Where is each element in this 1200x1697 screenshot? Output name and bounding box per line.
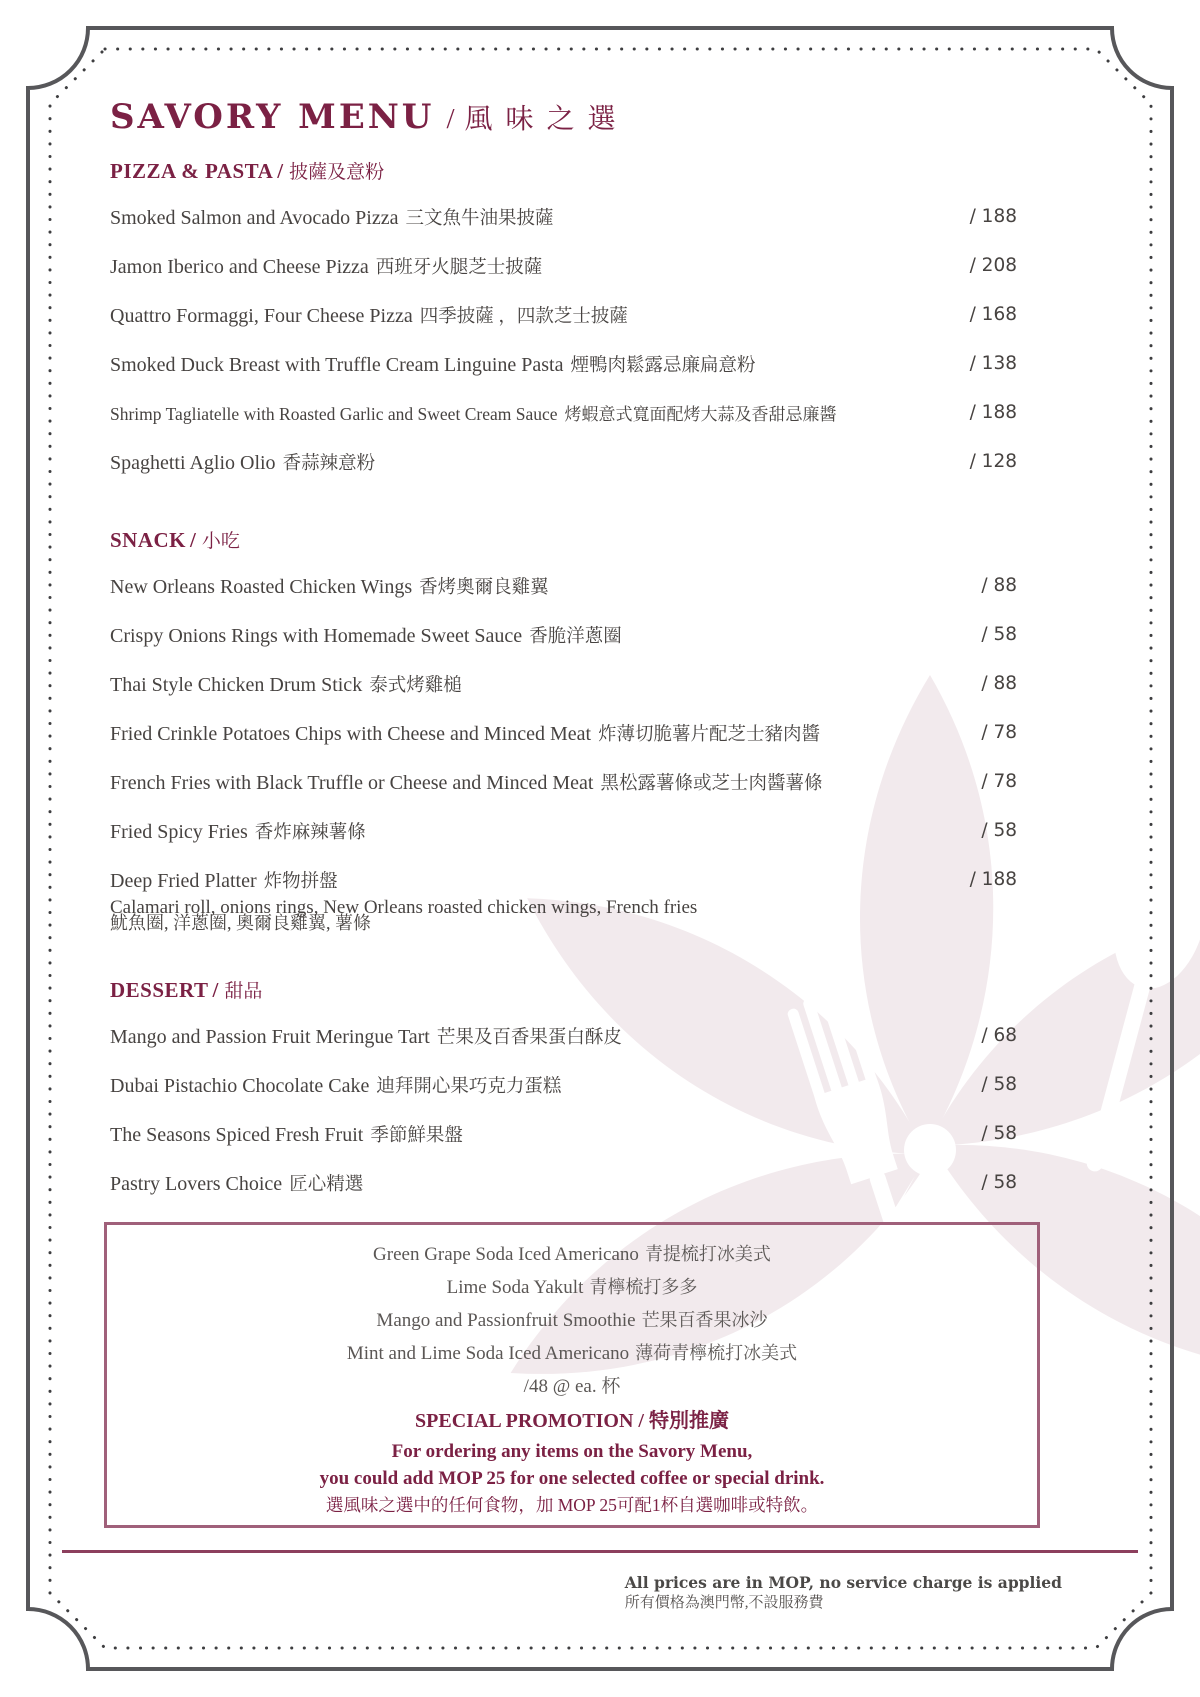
item-name-zh: 匠心精選 [289,1174,364,1195]
promo-heading: SPECIAL PROMOTION / 特別推廣 [415,1410,729,1432]
menu-item-row [110,339,1017,388]
promo-line: For ordering any items on the Savory Menu, [391,1441,753,1462]
item-price: / 88 [981,673,1017,694]
section-header [110,524,1017,556]
item-name-zh: 芒果及百香果蛋白酥皮 [436,1027,622,1048]
item-description-en: Calamari roll, onions rings, New Orleans roasted chicken wings, French fries [110,897,698,918]
promo-drink-zh: 芒果百香果冰沙 [641,1310,768,1330]
menu-item-row [110,1109,1017,1158]
item-name-zh: 迪拜開心果巧克力蛋糕 [376,1076,562,1097]
item-name [110,671,462,697]
item-name-en: Fried Crinkle Potatoes Chips with Cheese and Minced Meat [110,722,592,745]
item-name-en: French Fries with Black Truffle or Cheese and Minced Meat [110,771,594,794]
item-name-zh: 烤蝦意式寬面配烤大蒜及香甜忌廉醬 [564,405,837,424]
item-name-en: Spaghetti Aglio Olio [110,451,276,474]
menu-item-row [110,241,1017,290]
menu-item-row [110,659,1017,708]
item-name [110,351,755,377]
section-rows [110,192,1017,486]
item-price: / 188 [969,206,1017,227]
item-name-zh: 炸薄切脆薯片配芝士豬肉醬 [598,724,821,745]
item-price: / 88 [981,575,1017,596]
promo-line: you could add MOP 25 for one selected coffee or special drink. [319,1468,825,1489]
item-name [110,720,820,746]
section-name-zh: 披薩及意粉 [289,162,385,183]
item-name [110,302,628,328]
section-name-en: PIZZA & PASTA [110,159,274,183]
item-price: / 58 [981,820,1017,841]
section-name-en: DESSERT [110,978,209,1002]
promo-line: 選風味之選中的任何食物，加 MOP 25可配1杯自選咖啡或特飲。 [325,1495,819,1515]
footer-note-zh: 所有價格為澳門幣,不設服務費 [624,1595,824,1611]
section-rows [110,1011,1017,1207]
item-name-zh: 黑松露薯條或芝士肉醬薯條 [600,773,823,794]
promo-drink-en: Mango and Passionfruit Smoothie [376,1310,636,1331]
item-price: / 58 [981,1172,1017,1193]
item-price: / 78 [981,771,1017,792]
item-name-en: Pastry Lovers Choice [110,1172,283,1195]
footer-note-en: All prices are in MOP, no service charge is applied [624,1573,1062,1592]
promo-drink-en: Green Grape Soda Iced Americano [373,1244,639,1265]
item-name-zh: 香脆洋蔥圈 [529,626,622,647]
item-price: / 58 [981,624,1017,645]
item-name [110,867,338,893]
page-title-zh: 風味之選 [464,104,629,135]
menu-item-row [110,290,1017,339]
section-name-zh: 小吃 [201,531,240,552]
menu-section [110,155,1017,486]
item-price: / 68 [981,1025,1017,1046]
item-price: / 78 [981,722,1017,743]
page-title-en: SAVORY MENU [110,97,435,137]
promo-price-line: /48 @ ea. 杯 [523,1376,621,1397]
section-header [110,155,1017,187]
menu-sections [110,155,1017,1207]
item-name-en: Dubai Pistachio Chocolate Cake [110,1074,370,1097]
item-name-en: Jamon Iberico and Cheese Pizza [110,255,369,278]
item-price: / 208 [969,255,1017,276]
section-header [110,974,1017,1006]
promo-drink-line [107,1304,1037,1337]
menu-page [110,95,1017,1207]
promo-drink-zh: 薄荷青檸梳打冰美式 [635,1343,798,1363]
section-rows [110,561,1017,936]
menu-item-row [110,388,1017,437]
item-name [110,769,822,795]
promo-drink-line [107,1337,1037,1370]
item-name-en: Shrimp Tagliatelle with Roasted Garlic and Sweet Cream Sauce [110,404,558,424]
item-name [110,1170,363,1196]
menu-item-row [110,1158,1017,1207]
item-price: / 58 [981,1074,1017,1095]
menu-item-row [110,708,1017,757]
item-name [110,818,366,844]
item-name-zh: 香烤奧爾良雞翼 [419,577,549,598]
menu-item-row [110,610,1017,659]
item-description-zh: 魷魚圈, 洋蔥圈, 奧爾良雞翼, 薯條 [110,913,371,933]
item-name-en: Mango and Passion Fruit Meringue Tart [110,1025,430,1048]
item-name-en: Quattro Formaggi, Four Cheese Pizza [110,304,413,327]
title-separator: / [446,103,455,135]
item-name-en: New Orleans Roasted Chicken Wings [110,575,413,598]
promo-drink-zh: 青檸梳打多多 [589,1277,698,1297]
item-price: / 138 [969,353,1017,374]
menu-item-row [110,1011,1017,1060]
section-name-zh: 甜品 [224,981,263,1002]
item-name-zh: 炸物拼盤 [263,871,338,892]
item-name-en: Smoked Duck Breast with Truffle Cream Linguine Pasta [110,353,564,376]
item-name [110,449,375,475]
item-name-zh: 香炸麻辣薯條 [254,822,366,843]
promo-drink-en: Lime Soda Yakult [446,1277,584,1298]
bottom-divider [62,1550,1138,1553]
item-name [110,1072,561,1098]
item-name [110,1121,463,1147]
item-price: / 168 [969,304,1017,325]
item-name-zh: 三文魚牛油果披薩 [405,208,554,229]
menu-item-row [110,561,1017,610]
promo-drink-line [107,1271,1037,1304]
item-name-zh: 西班牙火腿芝士披薩 [375,257,543,278]
promo-drink-zh: 青提梳打冰美式 [644,1244,771,1264]
item-name-zh: 煙鴨肉鬆露忌廉扁意粉 [570,355,756,376]
item-name [110,1023,622,1049]
menu-section [110,974,1017,1207]
section-separator: / [277,159,284,183]
item-price: / 128 [969,451,1017,472]
promo-drink-line [107,1238,1037,1271]
item-name-en: The Seasons Spiced Fresh Fruit [110,1123,364,1146]
promo-drinks-list [107,1238,1037,1370]
item-name-zh: 季節鮮果盤 [370,1125,463,1146]
item-name [110,622,622,648]
menu-item-row [110,192,1017,241]
item-name-zh: 四季披薩 ，四款芝士披薩 [419,306,628,327]
item-name-en: Thai Style Chicken Drum Stick [110,673,363,696]
menu-section [110,524,1017,936]
menu-item-row [110,757,1017,806]
page-title [110,95,1017,143]
item-name [110,204,553,230]
item-name [110,573,549,599]
item-name-zh: 泰式烤雞槌 [369,675,462,696]
item-name-en: Fried Spicy Fries [110,820,248,843]
section-name-en: SNACK [110,528,187,552]
section-separator: / [190,528,196,552]
item-name-en: Crispy Onions Rings with Homemade Sweet Sauce [110,624,523,647]
item-name-en: Smoked Salmon and Avocado Pizza [110,206,399,229]
section-separator: / [212,978,219,1002]
item-price: / 58 [981,1123,1017,1144]
item-name-zh: 香蒜辣意粉 [282,453,376,474]
menu-item-row [110,1060,1017,1109]
item-name-en: Deep Fried Platter [110,869,257,892]
item-price: / 188 [969,869,1017,890]
promo-box [104,1222,1040,1528]
promo-lines [107,1438,1037,1519]
item-name [110,400,837,425]
menu-item-row [110,437,1017,486]
item-price: / 188 [969,402,1017,423]
promo-drink-en: Mint and Lime Soda Iced Americano [346,1343,630,1364]
footer-note [625,1572,1062,1614]
menu-item-row [110,806,1017,855]
item-name [110,253,542,279]
